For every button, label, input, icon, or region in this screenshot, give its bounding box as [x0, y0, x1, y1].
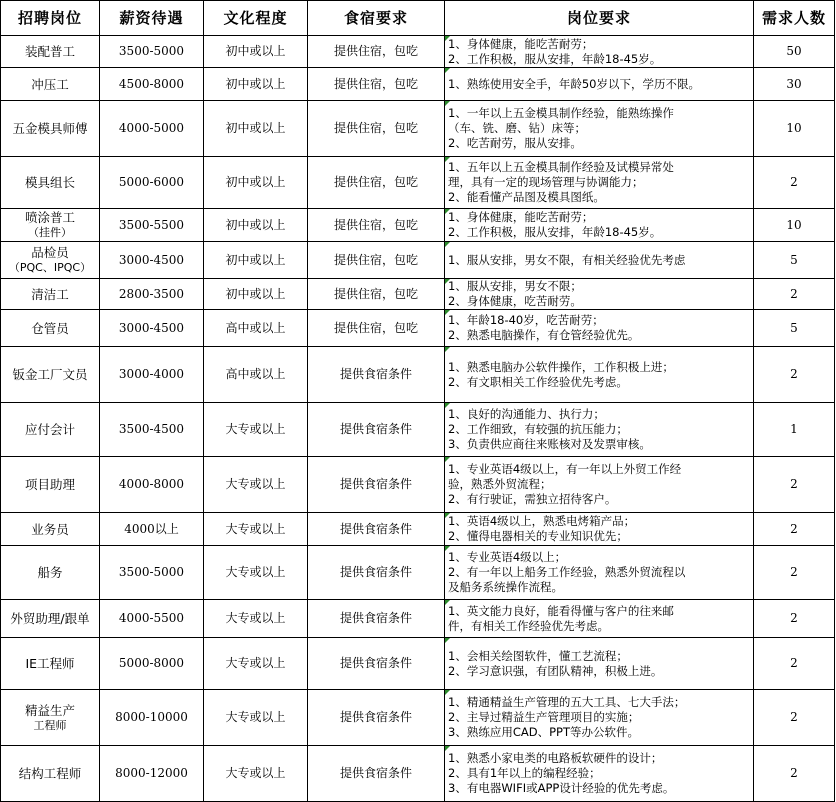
headcount-cell: 2: [754, 638, 835, 690]
requirements-cell: [445, 513, 754, 546]
position-cell: [1, 600, 100, 638]
table-row: [1, 638, 835, 690]
position-cell: [1, 403, 100, 457]
position-cell: [1, 347, 100, 403]
salary-cell: 4000-5000: [100, 101, 204, 157]
headcount-cell: 10: [754, 101, 835, 157]
education-cell: 大专或以上: [204, 546, 308, 600]
requirement-line: 1、精通精益生产管理的五大工具、七大手法；: [448, 695, 686, 709]
requirement-line: 1、身体健康，能吃苦耐劳；: [448, 210, 594, 224]
lodging-cell: 提供住宿，包吃: [308, 310, 445, 347]
header-headcount: 需求人数: [754, 1, 835, 36]
education-cell: 初中或以上: [204, 36, 308, 68]
requirement-line: 3、有电器WIFI或APP设计经验的优先考虑。: [448, 781, 675, 795]
lodging-cell: 提供食宿条件: [308, 347, 445, 403]
position-name: 业务员: [31, 521, 69, 537]
salary-cell: 2800-3500: [100, 279, 204, 310]
requirement-line: 2、具有1年以上的编程经验；: [448, 766, 601, 780]
requirements-cell: [445, 546, 754, 600]
position-cell: [1, 157, 100, 209]
requirements-cell: [445, 68, 754, 101]
requirements-cell: [445, 157, 754, 209]
requirement-line: 1、身体健康，能吃苦耐劳；: [448, 36, 594, 51]
lodging-cell: 提供住宿，包吃: [308, 209, 445, 242]
position-name: 钣金工厂文员: [12, 367, 88, 382]
education-cell: 大专或以上: [204, 513, 308, 546]
position-name: 精益生产: [24, 702, 75, 718]
requirements-cell: [445, 279, 754, 310]
requirements-cell: [445, 209, 754, 242]
requirement-line: 1、服从安排，男女不限，有相关经验优先考虑: [448, 252, 686, 267]
position-subtitle: （PQC、IPQC）: [8, 261, 92, 274]
education-cell: 高中或以上: [204, 310, 308, 347]
position-name: 冲压工: [31, 76, 69, 92]
header-education: 文化程度: [204, 1, 308, 36]
salary-cell: 3500-5000: [100, 36, 204, 68]
requirements-cell: [445, 457, 754, 513]
position-cell: [1, 101, 100, 157]
position-cell: [1, 68, 100, 101]
requirements-cell: [445, 690, 754, 746]
requirement-line: 1、熟练使用安全手，年龄50岁以下，学历不限。: [448, 76, 700, 91]
requirements-cell: [445, 310, 754, 347]
lodging-cell: 提供食宿条件: [308, 403, 445, 457]
lodging-cell: 提供食宿条件: [308, 690, 445, 746]
table-row: [1, 403, 835, 457]
headcount-cell: 5: [754, 310, 835, 347]
education-cell: 初中或以上: [204, 242, 308, 279]
headcount-cell: 2: [754, 347, 835, 403]
education-cell: 大专或以上: [204, 600, 308, 638]
headcount-cell: 5: [754, 242, 835, 279]
requirements-cell: [445, 600, 754, 638]
education-cell: 大专或以上: [204, 746, 308, 802]
lodging-cell: 提供食宿条件: [308, 746, 445, 802]
requirement-line: 2、有一年以上船务工作经验，熟悉外贸流程以: [448, 565, 686, 579]
headcount-cell: 2: [754, 690, 835, 746]
requirement-line: 3、负责供应商往来账核对及发票审核。: [448, 437, 651, 451]
requirements-cell: [445, 638, 754, 690]
position-cell: [1, 310, 100, 347]
headcount-cell: 2: [754, 157, 835, 209]
table-row: [1, 513, 835, 546]
table-row: [1, 242, 835, 279]
position-name: 项目助理: [24, 477, 75, 492]
lodging-cell: 提供食宿条件: [308, 546, 445, 600]
headcount-cell: 2: [754, 746, 835, 802]
position-name: 清洁工: [31, 286, 69, 302]
header-requirements: 岗位要求: [445, 1, 754, 36]
requirement-line: 1、英语4级以上，熟悉电烤箱产品；: [448, 514, 636, 528]
lodging-cell: 提供食宿条件: [308, 600, 445, 638]
lodging-cell: 提供食宿条件: [308, 513, 445, 546]
table-row: [1, 690, 835, 746]
table-row: [1, 746, 835, 802]
headcount-cell: 2: [754, 600, 835, 638]
position-name: IE工程师: [25, 656, 75, 671]
education-cell: 初中或以上: [204, 279, 308, 310]
position-name: 结构工程师: [18, 766, 82, 781]
lodging-cell: 提供食宿条件: [308, 457, 445, 513]
headcount-cell: 1: [754, 403, 835, 457]
position-name: 模具组长: [24, 175, 75, 190]
requirement-line: 2、懂得电器相关的专业知识优先；: [448, 529, 628, 543]
requirements-cell: [445, 746, 754, 802]
education-cell: 大专或以上: [204, 638, 308, 690]
requirement-line: 验，熟悉外贸流程；: [448, 477, 552, 491]
education-cell: 大专或以上: [204, 403, 308, 457]
salary-cell: 3500-5500: [100, 209, 204, 242]
salary-cell: 5000-8000: [100, 638, 204, 690]
education-cell: 大专或以上: [204, 690, 308, 746]
header-row: [1, 1, 835, 36]
requirement-line: 3、熟练应用CAD、PPT等办公软件。: [448, 725, 639, 739]
position-cell: [1, 513, 100, 546]
requirement-line: 1、专业英语4级以上，有一年以上外贸工作经: [448, 462, 682, 476]
position-name: 应付会计: [24, 422, 75, 437]
position-name: 船务: [37, 565, 63, 580]
requirement-line: 2、吃苦耐劳，服从安排。: [448, 136, 582, 150]
requirements-cell: [445, 347, 754, 403]
education-cell: 初中或以上: [204, 101, 308, 157]
requirement-line: 1、五年以上五金模具制作经验及试模异常处: [448, 160, 674, 174]
requirement-line: 件，有相关工作经验优先考虑。: [448, 618, 609, 633]
salary-cell: 8000-10000: [100, 690, 204, 746]
position-name: 品检员: [31, 245, 69, 260]
requirement-line: 2、有行驶证，需独立招待客户。: [448, 492, 617, 506]
position-name: 装配普工: [24, 44, 75, 59]
salary-cell: 3500-5000: [100, 546, 204, 600]
requirement-line: 1、会相关绘图软件，懂工艺流程；: [448, 648, 628, 663]
requirement-line: 2、熟悉电脑操作，有仓管经验优先。: [448, 328, 640, 342]
requirement-line: 1、服从安排，男女不限；: [448, 279, 582, 293]
requirement-line: 2、工作积极，服从安排，年龄18-45岁。: [448, 225, 662, 239]
position-cell: [1, 242, 100, 279]
position-cell: [1, 36, 100, 68]
requirement-line: 1、熟悉小家电类的电路板软硬件的设计；: [448, 751, 663, 765]
lodging-cell: 提供住宿，包吃: [308, 68, 445, 101]
education-cell: 高中或以上: [204, 347, 308, 403]
position-subtitle: （挂件）: [28, 226, 72, 239]
requirement-line: 1、良好的沟通能力、执行力；: [448, 407, 605, 421]
table-row: [1, 310, 835, 347]
lodging-cell: 提供住宿，包吃: [308, 101, 445, 157]
salary-cell: 4000-8000: [100, 457, 204, 513]
salary-cell: 4000以上: [100, 513, 204, 546]
salary-cell: 4000-5500: [100, 600, 204, 638]
table-row: [1, 600, 835, 638]
position-cell: [1, 457, 100, 513]
headcount-cell: 2: [754, 457, 835, 513]
position-cell: [1, 209, 100, 242]
headcount-cell: 30: [754, 68, 835, 101]
requirement-line: 2、身体健康，吃苦耐劳。: [448, 294, 582, 308]
position-cell: [1, 690, 100, 746]
table-row: [1, 457, 835, 513]
requirement-line: 理，具有一定的现场管理与协调能力；: [448, 175, 644, 189]
lodging-cell: 提供住宿，包吃: [308, 242, 445, 279]
header-position: 招聘岗位: [1, 1, 100, 36]
salary-cell: 3000-4000: [100, 347, 204, 403]
salary-cell: 3500-4500: [100, 403, 204, 457]
table-row: [1, 68, 835, 101]
lodging-cell: 提供住宿，包吃: [308, 36, 445, 68]
requirement-line: （车、铣、磨、钻）床等；: [448, 121, 586, 135]
lodging-cell: 提供住宿，包吃: [308, 279, 445, 310]
requirement-line: 2、有文职相关工作经验优先考虑。: [448, 374, 628, 389]
requirements-cell: [445, 403, 754, 457]
position-cell: [1, 638, 100, 690]
education-cell: 初中或以上: [204, 68, 308, 101]
education-cell: 初中或以上: [204, 209, 308, 242]
requirement-line: 1、熟悉电脑办公软件操作，工作积极上进；: [448, 359, 674, 374]
requirement-line: 2、工作积极，服从安排，年龄18-45岁。: [448, 51, 662, 66]
salary-cell: 5000-6000: [100, 157, 204, 209]
requirements-cell: [445, 101, 754, 157]
position-name: 五金模具师傅: [12, 121, 88, 136]
headcount-cell: 2: [754, 513, 835, 546]
lodging-cell: 提供住宿，包吃: [308, 157, 445, 209]
table-row: [1, 209, 835, 242]
table-row: [1, 101, 835, 157]
requirement-line: 2、主导过精益生产管理项目的实施；: [448, 710, 640, 724]
table-row: [1, 546, 835, 600]
position-subtitle: 工程师: [33, 718, 67, 732]
headcount-cell: 2: [754, 279, 835, 310]
requirements-cell: [445, 242, 754, 279]
education-cell: 初中或以上: [204, 157, 308, 209]
table-row: [1, 157, 835, 209]
salary-cell: 4500-8000: [100, 68, 204, 101]
position-name: 仓管员: [31, 320, 69, 336]
table-body: [1, 36, 835, 802]
lodging-cell: 提供食宿条件: [308, 638, 445, 690]
requirement-line: 2、能看懂产品图及模具图纸。: [448, 190, 605, 204]
position-cell: [1, 746, 100, 802]
requirement-line: 2、工作细致，有较强的抗压能力；: [448, 422, 628, 436]
education-cell: 大专或以上: [204, 457, 308, 513]
header-salary: 薪资待遇: [100, 1, 204, 36]
requirement-line: 1、年龄18-40岁，吃苦耐劳；: [448, 313, 604, 327]
salary-cell: 8000-12000: [100, 746, 204, 802]
requirement-line: 及船务系统操作流程。: [448, 580, 563, 594]
table-row: [1, 36, 835, 68]
requirements-cell: [445, 36, 754, 68]
table-row: [1, 279, 835, 310]
requirement-line: 1、英文能力良好，能看得懂与客户的往来邮: [448, 603, 674, 618]
requirement-line: 1、一年以上五金模具制作经验，能熟练操作: [448, 106, 674, 120]
requirement-line: 2、学习意识强，有团队精神，积极上进。: [448, 663, 663, 678]
position-name: 喷涂普工: [24, 210, 75, 225]
position-name: 外贸助理/跟单: [10, 611, 90, 626]
salary-cell: 3000-4500: [100, 310, 204, 347]
requirement-line: 1、专业英语4级以上；: [448, 550, 567, 564]
position-cell: [1, 279, 100, 310]
header-lodging: 食宿要求: [308, 1, 445, 36]
headcount-cell: 50: [754, 36, 835, 68]
table-row: [1, 347, 835, 403]
headcount-cell: 10: [754, 209, 835, 242]
position-cell: [1, 546, 100, 600]
headcount-cell: 2: [754, 546, 835, 600]
salary-cell: 3000-4500: [100, 242, 204, 279]
